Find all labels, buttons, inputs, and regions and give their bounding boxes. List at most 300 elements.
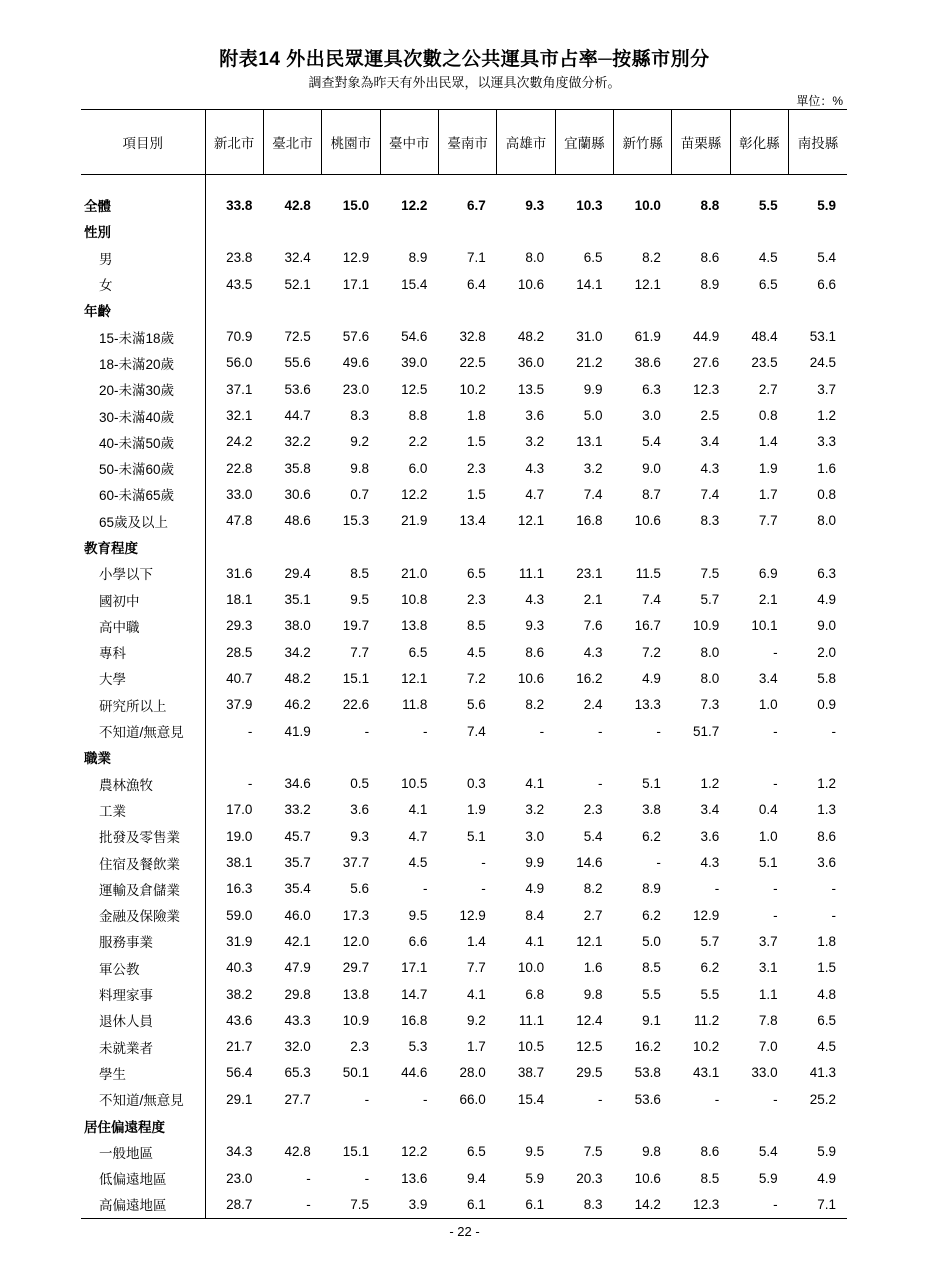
cell-value — [730, 218, 788, 244]
cell-value: 12.3 — [672, 1191, 730, 1218]
table-row — [81, 876, 847, 902]
cell-value — [614, 534, 672, 560]
table-row — [81, 455, 847, 481]
cell-value: 10.9 — [342, 1012, 370, 1028]
row-label: 大學 — [81, 665, 205, 691]
cell-value: 30.6 — [284, 486, 311, 502]
cell-value: 7.1 — [467, 250, 486, 266]
cell-value: 4.3 — [525, 592, 545, 608]
cell-value: 35.4 — [284, 881, 311, 897]
cell-value: 5.9 — [758, 1170, 778, 1186]
row-label: 工業 — [81, 797, 205, 823]
cell-value: 7.4 — [642, 592, 661, 608]
cell-value: 5.6 — [350, 881, 370, 897]
cell-value — [555, 175, 613, 193]
cell-value: 14.2 — [614, 1191, 672, 1218]
header-region: 臺北市 — [263, 110, 321, 175]
cell-value: 29.1 — [226, 1091, 253, 1107]
cell-value — [555, 1112, 613, 1138]
cell-value: 21.0 — [401, 565, 428, 581]
cell-value: 10.3 — [576, 197, 603, 213]
cell-value: 9.5 — [350, 592, 370, 608]
cell-value: 8.8 — [700, 197, 720, 213]
cell-value: 9.8 — [642, 1144, 661, 1160]
cell-value: 41.9 — [284, 723, 311, 739]
cell-value: 8.9 — [408, 250, 428, 266]
cell-value: - — [773, 776, 778, 792]
row-label: 專科 — [81, 639, 205, 665]
table-row — [81, 1060, 847, 1086]
cell-value: 6.1 — [438, 1191, 496, 1218]
cell-value: 33.0 — [226, 486, 253, 502]
cell-value: - — [656, 855, 661, 871]
table-row — [81, 1139, 847, 1165]
table-row — [81, 402, 847, 428]
cell-value: 44.6 — [401, 1065, 428, 1081]
cell-value — [672, 297, 730, 323]
cell-value — [438, 744, 496, 770]
row-label: 教育程度 — [81, 534, 205, 560]
cell-value — [555, 534, 613, 560]
row-label: 高偏遠地區 — [81, 1191, 205, 1218]
cell-value: 12.9 — [342, 250, 370, 266]
cell-value — [614, 297, 672, 323]
cell-value — [730, 297, 788, 323]
cell-value: 6.4 — [467, 276, 486, 292]
row-label: 40-未滿50歲 — [81, 429, 205, 455]
cell-value: 48.2 — [517, 329, 545, 345]
row-label: 50-未滿60歲 — [81, 455, 205, 481]
cell-value: 4.1 — [525, 933, 545, 949]
row-label: 運輸及倉儲業 — [81, 876, 205, 902]
cell-value: 4.3 — [700, 460, 720, 476]
cell-value: 13.3 — [634, 697, 661, 713]
cell-value: 6.8 — [525, 986, 545, 1002]
cell-value: 11.5 — [635, 565, 661, 581]
cell-value: 20.3 — [576, 1170, 603, 1186]
cell-value — [614, 218, 672, 244]
cell-value: - — [773, 907, 778, 923]
cell-value: 6.5 — [467, 1144, 486, 1160]
cell-value: 40.3 — [226, 960, 253, 976]
cell-value: 12.1 — [576, 933, 603, 949]
cell-value: 1.0 — [758, 697, 778, 713]
cell-value: - — [306, 1170, 311, 1186]
row-label: 職業 — [81, 744, 205, 770]
cell-value: 0.8 — [758, 408, 778, 424]
cell-value: 8.3 — [700, 513, 720, 529]
row-label: 軍公教 — [81, 955, 205, 981]
cell-value: 7.8 — [758, 1012, 778, 1028]
cell-value: 12.5 — [401, 381, 428, 397]
cell-value: 7.4 — [700, 486, 720, 502]
row-label: 居住偏遠程度 — [81, 1112, 205, 1138]
cell-value — [672, 218, 730, 244]
cell-value: 1.8 — [467, 408, 486, 424]
cell-value: 2.3 — [467, 460, 486, 476]
cell-value: 3.0 — [525, 828, 545, 844]
cell-value: 28.5 — [226, 644, 253, 660]
cell-value: 3.6 — [350, 802, 370, 818]
cell-value: 43.5 — [226, 276, 253, 292]
cell-value: 1.5 — [817, 960, 836, 976]
cell-value: - — [247, 776, 253, 792]
cell-value: 0.4 — [758, 802, 778, 818]
cell-value: 7.2 — [467, 670, 486, 686]
group-header-row — [81, 744, 847, 770]
cell-value: 17.3 — [342, 907, 370, 923]
cell-value: 55.6 — [284, 355, 311, 371]
cell-value: 34.3 — [226, 1144, 253, 1160]
cell-value — [497, 534, 555, 560]
cell-value — [205, 1112, 263, 1138]
cell-value: 14.6 — [576, 855, 603, 871]
cell-value: 6.3 — [642, 381, 661, 397]
cell-value: 3.2 — [525, 802, 545, 818]
table-subtitle: 調查對象為昨天有外出民眾，以運具次數角度做分析。 — [308, 75, 621, 90]
cell-value: 13.4 — [459, 513, 486, 529]
cell-value: 12.1 — [401, 670, 428, 686]
group-header-row — [81, 1112, 847, 1138]
table-row — [81, 560, 847, 586]
table-row — [81, 928, 847, 954]
cell-value: 29.8 — [284, 986, 311, 1002]
table-row — [81, 849, 847, 875]
cell-value: 6.3 — [817, 565, 836, 581]
cell-value — [672, 744, 730, 770]
cell-value: 48.2 — [284, 670, 311, 686]
cell-value: 44.7 — [284, 408, 311, 424]
cell-value — [555, 297, 613, 323]
row-label: 小學以下 — [81, 560, 205, 586]
cell-value: 9.8 — [350, 460, 370, 476]
cell-value: 12.2 — [401, 1144, 428, 1160]
cell-value: 3.4 — [700, 434, 720, 450]
cell-value — [789, 175, 847, 193]
cell-value: 2.2 — [408, 434, 428, 450]
cell-value: 4.9 — [642, 670, 661, 686]
table-row — [81, 1034, 847, 1060]
cell-value: - — [364, 1091, 370, 1107]
cell-value — [263, 218, 321, 244]
cell-value: 1.6 — [583, 960, 603, 976]
cell-value: 4.3 — [583, 644, 603, 660]
cell-value: 7.4 — [467, 723, 486, 739]
cell-value: 4.3 — [700, 855, 720, 871]
cell-value: 10.6 — [517, 670, 545, 686]
cell-value: 9.2 — [467, 1012, 486, 1028]
cell-value: 12.1 — [517, 513, 545, 529]
cell-value: 56.0 — [226, 355, 253, 371]
cell-value: 5.1 — [467, 828, 486, 844]
cell-value: 11.2 — [693, 1012, 720, 1028]
cell-value: 9.0 — [817, 618, 836, 634]
cell-value — [614, 175, 672, 193]
cell-value: 12.4 — [576, 1012, 603, 1028]
cell-value: 13.6 — [401, 1170, 428, 1186]
cell-value: 1.9 — [467, 802, 486, 818]
cell-value: 33.8 — [226, 197, 253, 213]
row-label — [81, 175, 205, 193]
cell-value: 53.8 — [634, 1065, 661, 1081]
cell-value: 2.3 — [583, 802, 603, 818]
cell-value: 38.0 — [284, 618, 311, 634]
cell-value: 9.2 — [350, 434, 370, 450]
cell-value — [789, 534, 847, 560]
cell-value: 7.6 — [583, 618, 603, 634]
cell-value: 15.1 — [342, 1144, 370, 1160]
cell-value: 5.9 — [525, 1170, 545, 1186]
cell-value: 50.1 — [342, 1065, 370, 1081]
cell-value: - — [714, 1091, 720, 1107]
cell-value: 48.4 — [751, 329, 778, 345]
row-label: 性別 — [81, 218, 205, 244]
cell-value: 70.9 — [226, 329, 253, 345]
cell-value: 48.6 — [284, 513, 311, 529]
row-label: 退休人員 — [81, 1007, 205, 1033]
row-label: 不知道/無意見 — [81, 1086, 205, 1112]
cell-value: 35.7 — [284, 855, 311, 871]
cell-value: 15.0 — [342, 197, 370, 213]
cell-value: 10.0 — [517, 960, 545, 976]
table-row — [81, 350, 847, 376]
cell-value: 16.8 — [401, 1012, 428, 1028]
cell-value: 31.9 — [226, 933, 253, 949]
cell-value: - — [598, 723, 603, 739]
header-region: 宜蘭縣 — [555, 110, 613, 175]
cell-value: 43.6 — [226, 1012, 253, 1028]
cell-value: 2.5 — [700, 408, 720, 424]
cell-value: 4.5 — [408, 855, 428, 871]
cell-value: 29.7 — [342, 960, 370, 976]
cell-value: 2.3 — [467, 592, 486, 608]
cell-value: 23.0 — [226, 1170, 253, 1186]
cell-value: 44.9 — [692, 329, 720, 345]
cell-value: 4.1 — [408, 802, 428, 818]
row-label: 60-未滿65歲 — [81, 481, 205, 507]
table-row — [81, 376, 847, 402]
cell-value: 7.0 — [758, 1039, 778, 1055]
table-row — [81, 718, 847, 744]
cell-value: 1.2 — [700, 776, 720, 792]
row-label: 高中職 — [81, 613, 205, 639]
cell-value: 9.5 — [408, 907, 428, 923]
table-row — [81, 429, 847, 455]
cell-value — [380, 175, 438, 193]
cell-value: 12.2 — [401, 486, 428, 502]
cell-value — [380, 534, 438, 560]
cell-value: 25.2 — [809, 1091, 836, 1107]
cell-value — [263, 175, 321, 193]
cell-value: - — [481, 881, 486, 897]
cell-value: 31.6 — [226, 565, 253, 581]
cell-value: 40.7 — [226, 670, 253, 686]
table-row — [81, 771, 847, 797]
row-label: 金融及保險業 — [81, 902, 205, 928]
cell-value: 6.2 — [700, 960, 720, 976]
table-row — [81, 508, 847, 534]
cell-value: - — [364, 723, 370, 739]
cell-value: 16.3 — [226, 881, 253, 897]
cell-value: 29.5 — [576, 1065, 603, 1081]
row-label: 男 — [81, 245, 205, 271]
cell-value — [380, 744, 438, 770]
cell-value — [789, 1112, 847, 1138]
cell-value: 8.6 — [817, 828, 836, 844]
cell-value: 37.7 — [342, 855, 370, 871]
cell-value: - — [714, 881, 720, 897]
group-header-row — [81, 534, 847, 560]
cell-value: 23.5 — [751, 355, 778, 371]
cell-value: 15.1 — [342, 670, 370, 686]
page-number: - 22 - — [449, 1224, 480, 1239]
cell-value: 27.7 — [284, 1091, 311, 1107]
cell-value: 2.0 — [817, 644, 836, 660]
cell-value — [730, 1112, 788, 1138]
cell-value: - — [364, 1170, 370, 1186]
cell-value: 18.1 — [226, 592, 253, 608]
cell-value: 8.9 — [700, 276, 720, 292]
cell-value: 10.2 — [459, 381, 486, 397]
cell-value: 6.5 — [408, 644, 428, 660]
cell-value: 8.2 — [642, 250, 661, 266]
cell-value: 53.6 — [284, 381, 311, 397]
cell-value: 11.1 — [518, 565, 545, 581]
cell-value: 7.7 — [350, 644, 370, 660]
group-header-row — [81, 297, 847, 323]
cell-value: 32.4 — [284, 250, 311, 266]
cell-value: 3.2 — [525, 434, 545, 450]
cell-value — [205, 218, 263, 244]
row-label: 女 — [81, 271, 205, 297]
cell-value: 6.0 — [408, 460, 428, 476]
cell-value — [730, 534, 788, 560]
cell-value: 2.1 — [758, 592, 778, 608]
cell-value: - — [831, 881, 836, 897]
table-row — [81, 1191, 847, 1218]
cell-value: 9.8 — [583, 986, 603, 1002]
cell-value: - — [773, 881, 778, 897]
cell-value: 8.5 — [700, 1170, 720, 1186]
row-label: 20-未滿30歲 — [81, 376, 205, 402]
cell-value: 3.8 — [642, 802, 661, 818]
table-row — [81, 1165, 847, 1191]
cell-value: 16.2 — [576, 670, 603, 686]
cell-value: 6.6 — [817, 276, 836, 292]
cell-value: 3.3 — [817, 434, 836, 450]
cell-value: 12.0 — [342, 933, 370, 949]
cell-value — [380, 218, 438, 244]
cell-value: 1.4 — [467, 933, 486, 949]
cell-value: 53.6 — [634, 1091, 661, 1107]
cell-value: 37.1 — [226, 381, 253, 397]
cell-value: 4.1 — [525, 776, 545, 792]
cell-value: 7.1 — [789, 1191, 847, 1218]
header-region: 新竹縣 — [614, 110, 672, 175]
cell-value: 10.0 — [634, 197, 661, 213]
cell-value: 29.3 — [226, 618, 253, 634]
cell-value: 32.0 — [284, 1039, 311, 1055]
row-label: 料理家事 — [81, 981, 205, 1007]
cell-value: 24.5 — [809, 355, 836, 371]
cell-value: 10.9 — [692, 618, 720, 634]
table-title: 附表14 外出民眾運具次數之公共運具市占率─按縣市別分 — [219, 49, 710, 70]
row-label: 不知道/無意見 — [81, 718, 205, 744]
cell-value — [672, 534, 730, 560]
cell-value — [263, 297, 321, 323]
cell-value — [789, 297, 847, 323]
cell-value: 6.6 — [408, 933, 428, 949]
cell-value — [438, 218, 496, 244]
statistics-table — [81, 109, 847, 1219]
cell-value: 16.8 — [576, 513, 603, 529]
cell-value: 3.7 — [758, 933, 778, 949]
cell-value: 4.5 — [817, 1039, 836, 1055]
cell-value — [614, 744, 672, 770]
cell-value: 21.7 — [226, 1039, 253, 1055]
cell-value — [205, 297, 263, 323]
cell-value: 19.0 — [226, 828, 253, 844]
cell-value: 5.6 — [467, 697, 486, 713]
cell-value: 6.7 — [467, 197, 486, 213]
unit-label: 單位：% — [796, 94, 843, 108]
cell-value: 6.9 — [758, 565, 778, 581]
cell-value: 17.1 — [342, 276, 370, 292]
cell-value: 5.0 — [642, 933, 661, 949]
cell-value: - — [773, 1091, 778, 1107]
cell-value: 45.7 — [284, 828, 311, 844]
cell-value: 46.0 — [284, 907, 311, 923]
cell-value: 32.1 — [226, 408, 253, 424]
cell-value: 1.1 — [758, 986, 778, 1002]
cell-value — [322, 297, 380, 323]
cell-value: 1.5 — [467, 434, 486, 450]
cell-value: 17.1 — [401, 960, 428, 976]
row-label: 年齡 — [81, 297, 205, 323]
cell-value: 65.3 — [284, 1065, 311, 1081]
table-row — [81, 955, 847, 981]
cell-value: 21.2 — [576, 355, 603, 371]
cell-value: 4.1 — [467, 986, 486, 1002]
cell-value: 6.2 — [642, 907, 661, 923]
table-row — [81, 1007, 847, 1033]
cell-value: 2.1 — [583, 592, 603, 608]
cell-value: 21.9 — [401, 513, 428, 529]
cell-value — [438, 534, 496, 560]
cell-value: 9.3 — [350, 828, 370, 844]
cell-value — [614, 1112, 672, 1138]
table-row — [81, 823, 847, 849]
cell-value: 6.1 — [497, 1191, 555, 1218]
cell-value — [263, 534, 321, 560]
cell-value: 3.1 — [758, 960, 778, 976]
cell-value: 5.4 — [817, 250, 836, 266]
cell-value: 1.5 — [467, 486, 486, 502]
cell-value: 38.7 — [517, 1065, 545, 1081]
cell-value: - — [773, 644, 778, 660]
cell-value: 15.4 — [517, 1091, 545, 1107]
cell-value: 47.9 — [284, 960, 311, 976]
cell-value — [438, 1112, 496, 1138]
cell-value: 10.2 — [692, 1039, 720, 1055]
header-region: 苗栗縣 — [672, 110, 730, 175]
cell-value: 13.8 — [342, 986, 370, 1002]
cell-value: 34.2 — [284, 644, 311, 660]
cell-value: 10.6 — [634, 513, 661, 529]
cell-value: 3.7 — [817, 381, 836, 397]
cell-value: 8.3 — [555, 1191, 613, 1218]
table-row — [81, 586, 847, 612]
